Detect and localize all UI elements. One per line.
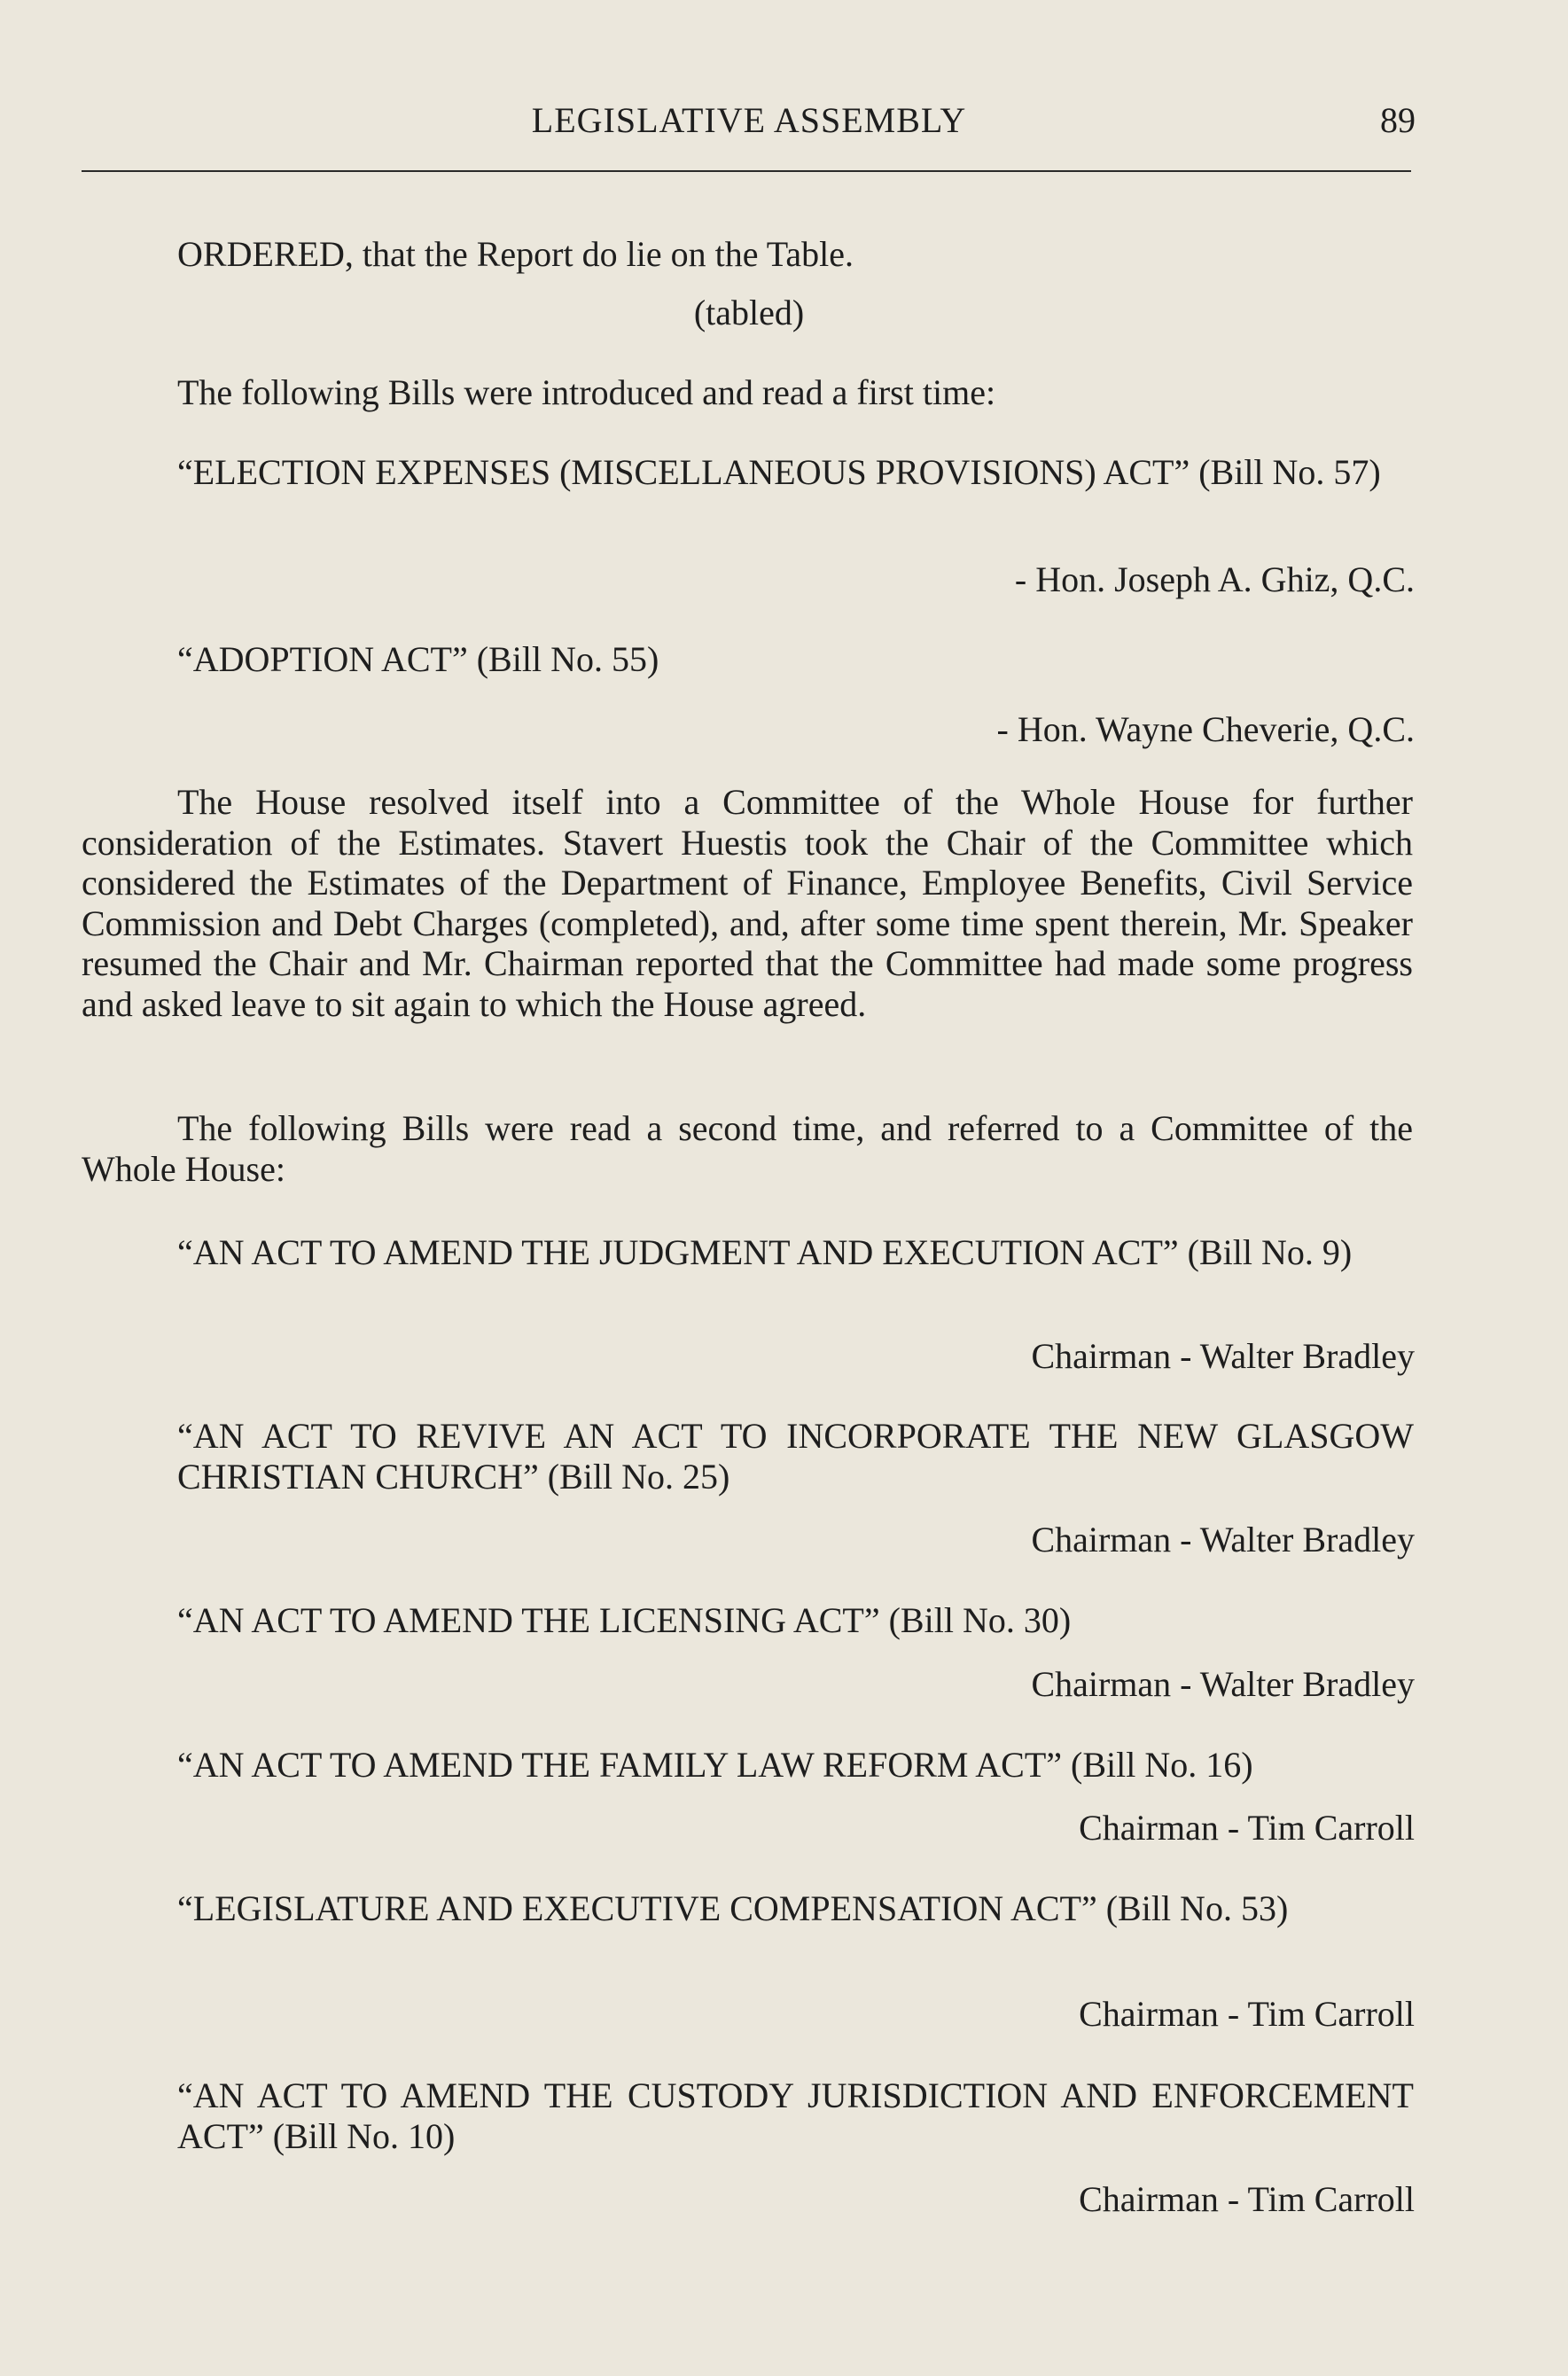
bill-sponsor: - Hon. Joseph A. Ghiz, Q.C.	[1014, 559, 1415, 599]
page-number: 89	[1380, 100, 1416, 140]
bill-title: “AN ACT TO REVIVE AN ACT TO INCORPORATE THE NEW GLASGOW CHRISTIAN CHURCH” (Bill No. 25)	[177, 1416, 1414, 1497]
bill-sponsor: - Hon. Wayne Cheverie, Q.C.	[996, 709, 1415, 749]
bill-title: “AN ACT TO AMEND THE JUDGMENT AND EXECUTION ACT” (Bill No. 9)	[177, 1232, 1353, 1272]
running-header-title: LEGISLATIVE ASSEMBLY	[531, 100, 967, 140]
bill-title: “AN ACT TO AMEND THE CUSTODY JURISDICTION AND ENFORCEMENT ACT” (Bill No. 10)	[177, 2075, 1414, 2156]
bill-chairman: Chairman - Walter Bradley	[1031, 1336, 1415, 1376]
bill-title: “AN ACT TO AMEND THE LICENSING ACT” (Bill No. 30)	[177, 1600, 1072, 1640]
bill-chairman: Chairman - Tim Carroll	[1079, 1994, 1415, 2034]
bill-chairman: Chairman - Walter Bradley	[1031, 1664, 1415, 1704]
bill-title: “AN ACT TO AMEND THE FAMILY LAW REFORM ACT” (Bill No. 16)	[177, 1745, 1253, 1785]
second-reading-intro: The following Bills were read a second time, and referred to a Committee of the Whole House:	[82, 1108, 1413, 1189]
bill-chairman: Chairman - Tim Carroll	[1079, 2179, 1415, 2219]
bill-title: “ELECTION EXPENSES (MISCELLANEOUS PROVISIONS) ACT” (Bill No. 57)	[177, 452, 1381, 492]
committee-paragraph: The House resolved itself into a Committee of the Whole House for further consideration of the Estimates. Stavert Huestis took the Chair of the Committee which considered the Estimates of the Department of Finance, Employee Benefits, Civil Service Commission and Debt Charges (completed), and, after some time spent therein, Mr. Speaker resumed the Chair and Mr. Chairman reported that the Committee had made some progress and asked leave to sit again to which the House agreed.	[82, 782, 1413, 1024]
ordered-statement: ORDERED, that the Report do lie on the Table.	[177, 234, 854, 274]
bill-title: “LEGISLATURE AND EXECUTIVE COMPENSATION ACT” (Bill No. 53)	[177, 1888, 1289, 1928]
tabled-note: (tabled)	[693, 293, 805, 332]
bill-title: “ADOPTION ACT” (Bill No. 55)	[177, 639, 659, 679]
bill-chairman: Chairman - Tim Carroll	[1079, 1808, 1415, 1848]
first-reading-intro: The following Bills were introduced and read a first time:	[177, 372, 996, 412]
bill-chairman: Chairman - Walter Bradley	[1031, 1520, 1415, 1559]
header-rule	[82, 170, 1411, 172]
